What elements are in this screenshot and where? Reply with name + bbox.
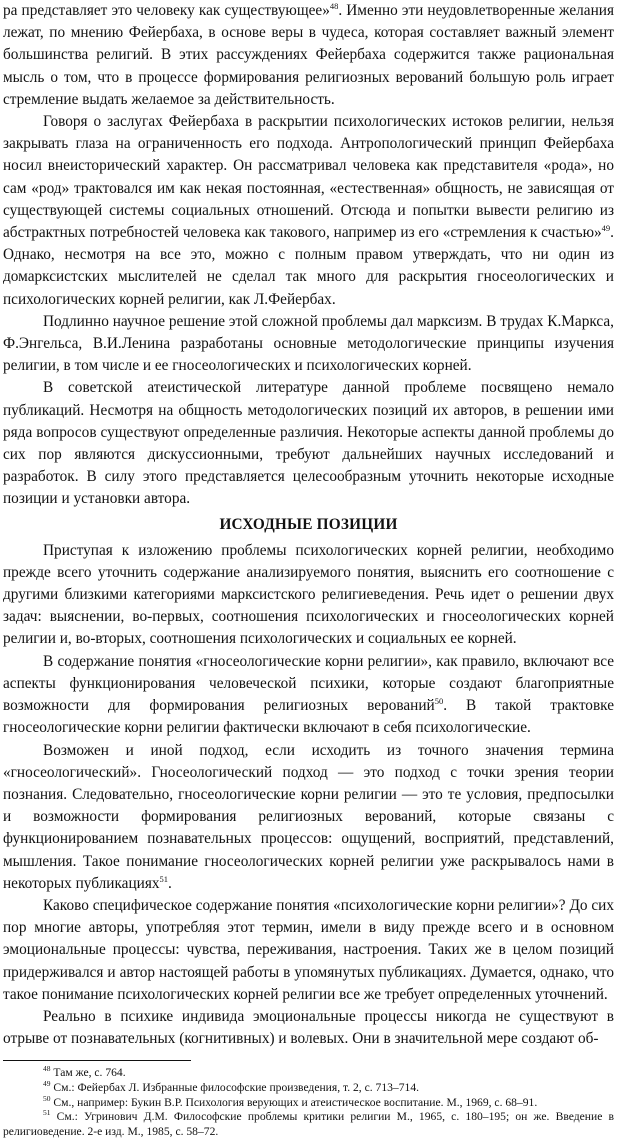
footnote-ref[interactable]: 50	[434, 696, 444, 707]
footnote-number: 49	[43, 1078, 51, 1088]
footnote-ref[interactable]: 48	[329, 1, 339, 11]
text-run: . Именно эти неудовлетворенные желания лежат, по мнению Фейербаха, в основе веры в чудеса, которая составляет важный элемент большинства религий. В этих рассуждениях Фейербаха содержится также рациональная мысль о том, что в процессе формирования религиозных верований большую роль играет стремление выдать желаемое за действительность.	[3, 2, 614, 108]
text-run: Подлинно научное решение этой сложной проблемы дал марксизм. В трудах К.Маркса, Ф.Энгельса, В.И.Ленина разработаны основные методологические принципы изучения религии, в том числе и ее гносеологических и психологических корней.	[3, 312, 614, 375]
footnote-ref[interactable]: 51	[159, 873, 169, 884]
footnote-number: 48	[43, 1064, 51, 1074]
paragraph	[3, 740, 614, 895]
footnote-ref[interactable]: 49	[601, 223, 611, 234]
paragraph	[3, 651, 614, 740]
paragraph	[3, 540, 614, 651]
text-run: ра представляет это человеку как существующее»	[3, 2, 330, 19]
text-run: . В такой трактовке гносеологические корни религии фактически включают в себя психологические.	[3, 697, 615, 737]
text-run: В содержание понятия «гносеологические корни религии», как правило, включают все аспекты функционирования человеческой психики, которые создают благоприятные возможности для формирования религиозных верований	[3, 652, 614, 715]
document-page	[3, 0, 614, 1139]
paragraph	[3, 895, 614, 1006]
footnote	[3, 1093, 614, 1111]
paragraph	[3, 111, 614, 311]
footnote-text: Там же, с. 764.	[53, 1066, 126, 1080]
footnote	[3, 1110, 614, 1139]
text-run: . Однако, несмотря на все это, можно с полным правом утверждать, что ни один из домарксистских мыслителей не сделал так много для раскрытия гносеологических и психологических корней религии, как Л.Фейербах.	[3, 224, 614, 308]
paragraph	[3, 377, 614, 510]
text-run: Говоря о заслугах Фейербаха в раскрытии психологических истоков религии, нельзя закрывать глаза на ограниченность его подхода. Антропологический принцип Фейербаха носил внеисторический характер. Он рассматривал человека как представителя «рода», но сам «род» трактовался им как некая постоянная, «естественная» общность, не зависящая от существующей системы социальных отношений. Отсюда и попытки вывести религию из абстрактных потребностей человека как такового, например из его «стремления к счастью»	[3, 113, 614, 242]
footnote-text: См.: Угринович Д.М. Философские проблемы критики религии М., 1965, с. 180–195; он же. Введение в религиоведение. 2-е изд. М., 1985, с. 58–72.	[3, 1110, 614, 1138]
paragraph	[3, 311, 614, 378]
footnote-separator	[3, 1060, 191, 1061]
footnotes	[3, 1066, 614, 1139]
text-run: Каково специфическое содержание понятия «психологические корни религии»? До сих пор многие авторы, употребляя этот термин, имели в виду прежде всего и в основном эмоциональные процессы: чувства, переживания, настроения. Таких же в целом позиций придерживался и автор настоящей работы в упомянутых публикациях. Думается, однако, что такое понимание психологических корней религии все же требует определенных уточнений.	[3, 896, 614, 1003]
footnote-number: 50	[43, 1093, 51, 1103]
footnote	[3, 1066, 614, 1081]
footnote	[3, 1078, 614, 1096]
paragraph	[3, 0, 614, 111]
footnote-number: 51	[43, 1108, 51, 1118]
text-run: Приступая к изложению проблемы психологических корней религии, необходимо прежде всего уточнить содержание анализируемого понятия, выяснить его соотношение с другими близкими категориями марксистского религиеведения. Речь идет о решении двух задач: выяснении, во-первых, соотношения психологических и гносеологических корней религии и, во-вторых, соотношения психологических и социальных ее корней.	[3, 541, 614, 648]
text-run: .	[168, 874, 172, 892]
text-run: Реально в психике индивида эмоциональные процессы никогда не существуют в отрыве от познавательных (когнитивных) и волевых. Они в значительной мере создают об-	[3, 1007, 614, 1048]
paragraph	[3, 1006, 614, 1050]
text-run: Возможен и иной подход, если исходить из точного значения термина «гносеологический». Гносеологический подход — это подход с точки зрения теории познания. Следовательно, гносеологические корни религии — это те условия, предпосылки и возможности формирования религиозных верований, которые связаны с функционированием познавательных процессов: ощущений, восприятий, представлений, мышления. Такое понимание гносеологических корней религии уже раскрывалось нами в некоторых публикациях	[3, 741, 614, 892]
body-text	[3, 0, 614, 1050]
footnote-text: См., например: Букин В.Р. Психология верующих и атеистическое воспитание. М., 1969, с. 68–91.	[53, 1095, 538, 1109]
section-heading: ИСХОДНЫЕ ПОЗИЦИИ	[219, 515, 398, 533]
footnote-text: См.: Фейербах Л. Избранные философские произведения, т. 2, с. 713–714.	[53, 1080, 420, 1094]
text-run: В советской атеистической литературе данной проблеме посвящено немало публикаций. Несмотря на общность методологических позиций их авторов, в решении ими ряда вопросов существуют определенные различия. Некоторые аспекты данной проблемы до сих пор являются дискуссионными, требуют дальнейших научных исследований и разработок. В силу этого представляется целесообразным уточнить некоторые исходные позиции и установки автора.	[3, 379, 614, 508]
